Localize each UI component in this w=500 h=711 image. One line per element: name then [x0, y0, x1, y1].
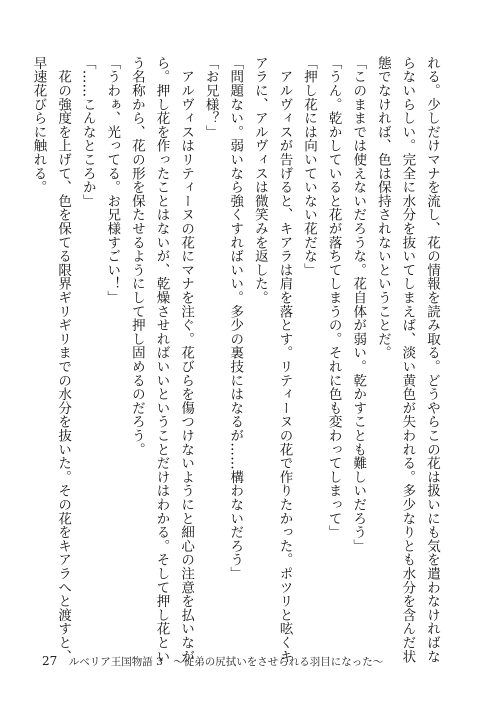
text-line: アラに、アルヴィスは微笑みを返した。 [251, 56, 268, 305]
text-line: 「お兄様？」 [202, 56, 219, 139]
text-line: 「このままでは使えないだろうな。花自体が弱い。乾かすことも難しいだろう」 [350, 56, 367, 553]
text-line: アルヴィスが告げると、キアラは肩を落とす。リティーヌの花で作りたかった。ポツリと呟くキ [276, 56, 293, 664]
text-line: 態でなければ、色は保持されないということだ。 [374, 56, 391, 360]
text-line: 「問題ない。弱いなら強くすればいい。多少の裏技にはなるが……構わないだろう」 [227, 56, 244, 581]
text-line: ら。押し花を作ったことはないが、乾燥させればいいということだけはわかる。そして押し花とい [153, 56, 170, 664]
text-line: 「押し花には向いていない花だな」 [301, 56, 318, 277]
running-title: ルベリア王国物語 3 ～従弟の尻拭いをさせられる羽目になった～ [68, 656, 384, 668]
text-line: れる。少しだけマナを流し、花の情報を読み取る。どうやらこの花は扱いにも気を遣わなければな [424, 56, 440, 664]
page-footer [42, 654, 383, 669]
page-number: 27 [42, 654, 58, 668]
text-line: 「うん。乾かしていると花が落ちてしまうの。それに色も変わってしまって」 [325, 56, 342, 539]
text-line: 「うわぁ、光ってる。お兄様すごい！」 [104, 56, 121, 305]
text-line: う名称から、花の形を保たせるようにして押し固めるのだろう。 [128, 56, 145, 457]
text-line: 花の強度を上げて、色を保てる限界ギリギリまでの水分を抜いた。その花をキアラへと渡すと、 [55, 56, 72, 664]
text-line: アルヴィスはリティーヌの花にマナを注ぐ。花びらを傷つけないようにと細心の注意を払いなが [178, 56, 195, 664]
text-line: らないらしい。完全に水分を抜いてしまえば、淡い黄色が失われる。多少なりとも水分を含んだ状 [399, 56, 416, 664]
text-line: 早速花びらに触れる。 [30, 56, 47, 194]
text-line: 「……こんなところか」 [79, 56, 96, 208]
